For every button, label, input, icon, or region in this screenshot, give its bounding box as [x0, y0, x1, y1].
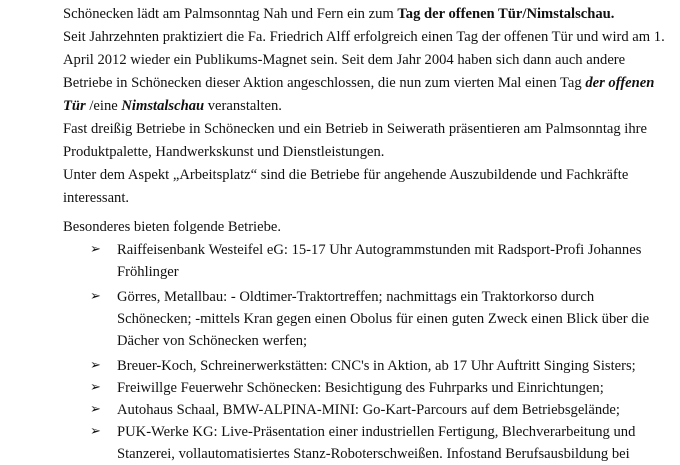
- business-list: [63, 239, 672, 465]
- intro-text: Schönecken lädt am Palmsonntag Nah und Fern ein zum: [63, 6, 398, 22]
- list-item: [90, 399, 672, 421]
- arrow-bullet-icon: ➢: [90, 380, 101, 395]
- list-item-text: PUK-Werke KG: Live-Präsentation einer industriellen Fertigung, Blechverarbeitung und Stanzerei, vollautomatisiertes Stanz-Roboterschweißen. Infostand Berufsausbildung bei: [117, 424, 636, 462]
- list-item: [90, 286, 672, 352]
- emphasis-open-day: der offenen Tür: [63, 75, 655, 114]
- arrow-bullet-icon: ➢: [90, 358, 101, 373]
- list-item: [90, 421, 672, 465]
- history-connector: /eine: [85, 98, 122, 114]
- intro-paragraph-3: Fast dreißig Betriebe in Schönecken und ein Betrieb in Seiwerath präsentieren am Palmsonntag ihre Produktpalette, Handwerkskunst und Dienstleistungen.: [63, 121, 647, 160]
- list-item-text: Breuer-Koch, Schreinerwerkstätten: CNC's in Aktion, ab 17 Uhr Auftritt Singing Sisters;: [117, 358, 636, 374]
- intro-paragraph-5: Besonderes bieten folgende Betriebe.: [63, 219, 282, 235]
- intro-paragraph-4: Unter dem Aspekt „Arbeitsplatz“ sind die Betriebe für angehende Auszubildende und Fachkräfte interessant.: [63, 167, 629, 206]
- list-item-text: Autohaus Schaal, BMW-ALPINA-MINI: Go-Kart-Parcours auf dem Betriebsgelände;: [117, 402, 620, 418]
- list-item: [90, 239, 672, 283]
- list-item: [90, 377, 672, 399]
- intro-paragraph-1: [63, 3, 672, 26]
- history-end: veranstalten.: [204, 98, 282, 114]
- arrow-bullet-icon: ➢: [90, 289, 101, 304]
- emphasis-nimstalschau: Nimstalschau: [121, 98, 205, 114]
- arrow-bullet-icon: ➢: [90, 242, 101, 257]
- list-item-text: Görres, Metallbau: - Oldtimer-Traktortreffen; nachmittags ein Traktorkorso durch Schönecken; -mittels Kran gegen einen Obolus für einen guten Zweck einen Blick über die Dächer von Schönecken werfen;: [117, 289, 650, 349]
- event-title: Tag der offenen Tür/Nimstalschau.: [397, 6, 615, 22]
- list-item-text: Raiffeisenbank Westeifel eG: 15-17 Uhr Autogrammstunden mit Radsport-Profi Johannes Fröhlinger: [117, 242, 642, 280]
- arrow-bullet-icon: ➢: [90, 402, 101, 417]
- history-text: Seit Jahrzehnten praktiziert die Fa. Friedrich Alff erfolgreich einen Tag der offenen Tür und wird am 1. April 2012 wieder ein Publikums-Magnet sein. Seit dem Jahr 2004 haben sich dann auch andere Betriebe in Schönecken dieser Aktion angeschlossen, die nun zum vierten Mal einen Tag: [63, 29, 665, 91]
- list-item-text: Freiwillge Feuerwehr Schönecken: Besichtigung des Fuhrparks und Einrichtungen;: [117, 380, 604, 396]
- intro-paragraph-2: [63, 26, 672, 118]
- list-item: [90, 355, 672, 377]
- arrow-bullet-icon: ➢: [90, 424, 101, 439]
